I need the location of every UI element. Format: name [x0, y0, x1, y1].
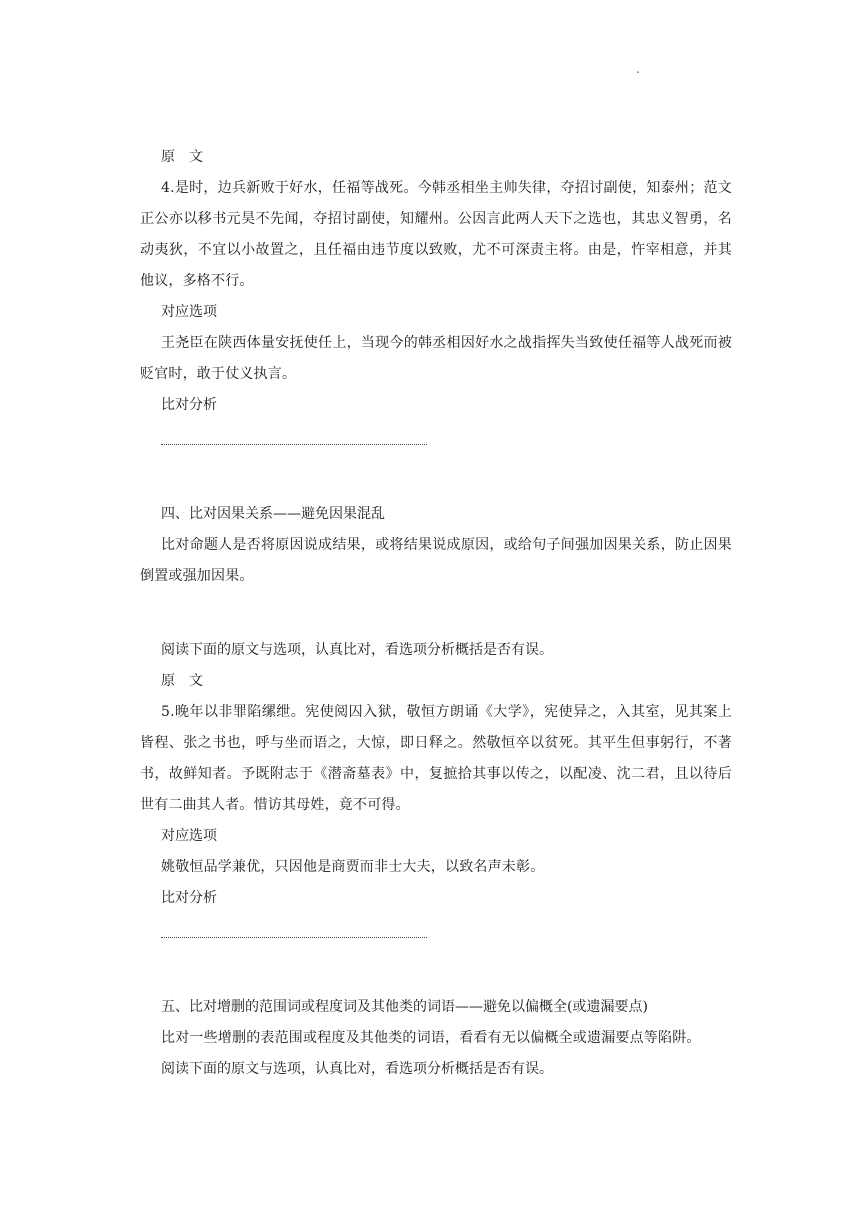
option-label-4: 对应选项: [161, 304, 217, 320]
document-body: [140, 142, 732, 1085]
compare-label-4: 比对分析: [161, 397, 217, 413]
option-5: 姚敬恒品学兼优，只因他是商贾而非士大夫，以致名声未彰。: [161, 859, 545, 875]
section-4-heading: 四、比对因果关系——避免因果混乱: [161, 506, 385, 522]
section-5-heading: 五、比对增删的范围词或程度词及其他类的词语——避免以偏概全(或遗漏要点): [161, 999, 648, 1015]
option-4: 王尧臣在陕西体量安抚使任上，当现今的韩丞相因好水之战指挥失当致使任福等人战死而被贬官时，敢于仗义执言。: [140, 335, 732, 382]
yuanwen-label-5: 原 文: [161, 673, 203, 689]
section-5-desc: 比对一些增删的表范围或程度及其他类的词语，看看有无以偏概全或遗漏要点等陷阱。: [161, 1030, 701, 1046]
passage-5: 5.晚年以非罪陷缧绁。宪使阅囚入狱，敬恒方朗诵《大学》，宪使异之，入其室，见其案上皆程、张之书也，呼与坐而语之，大惊，即日释之。然敬恒卒以贫死。其平生但事躬行，不著书，故鲜知者。予既附志于《潜斋墓表》中，复摭拾其事以传之，以配凌、沈二君，且以待后世有二曲其人者。惜访其母姓，竟不可得。: [140, 704, 732, 813]
section-4-desc: 比对命题人是否将原因说成结果，或将结果说成原因，或给句子间强加因果关系，防止因果倒置或强加因果。: [140, 537, 732, 584]
option-label-5: 对应选项: [161, 828, 217, 844]
compare-label-5: 比对分析: [161, 890, 217, 906]
passage-4: 4.是时，边兵新败于好水，任福等战死。今韩丞相坐主帅失律，夺招讨副使，知泰州；范文正公亦以移书元昊不先闻，夺招讨副使，知耀州。公因言此两人天下之选也，其忠义智勇，名动夷狄，不宜以小故置之，且任福由违节度以致败，尤不可深责主将。由是，忤宰相意，并其他议，多格不行。: [140, 180, 732, 289]
section-4-instruction: 阅读下面的原文与选项，认真比对，看选项分析概括是否有误。: [161, 642, 553, 658]
section-5-instruction: 阅读下面的原文与选项，认真比对，看选项分析概括是否有误。: [161, 1061, 553, 1077]
page-dot-mark: .: [636, 62, 640, 76]
yuanwen-label-4: 原 文: [161, 149, 203, 165]
